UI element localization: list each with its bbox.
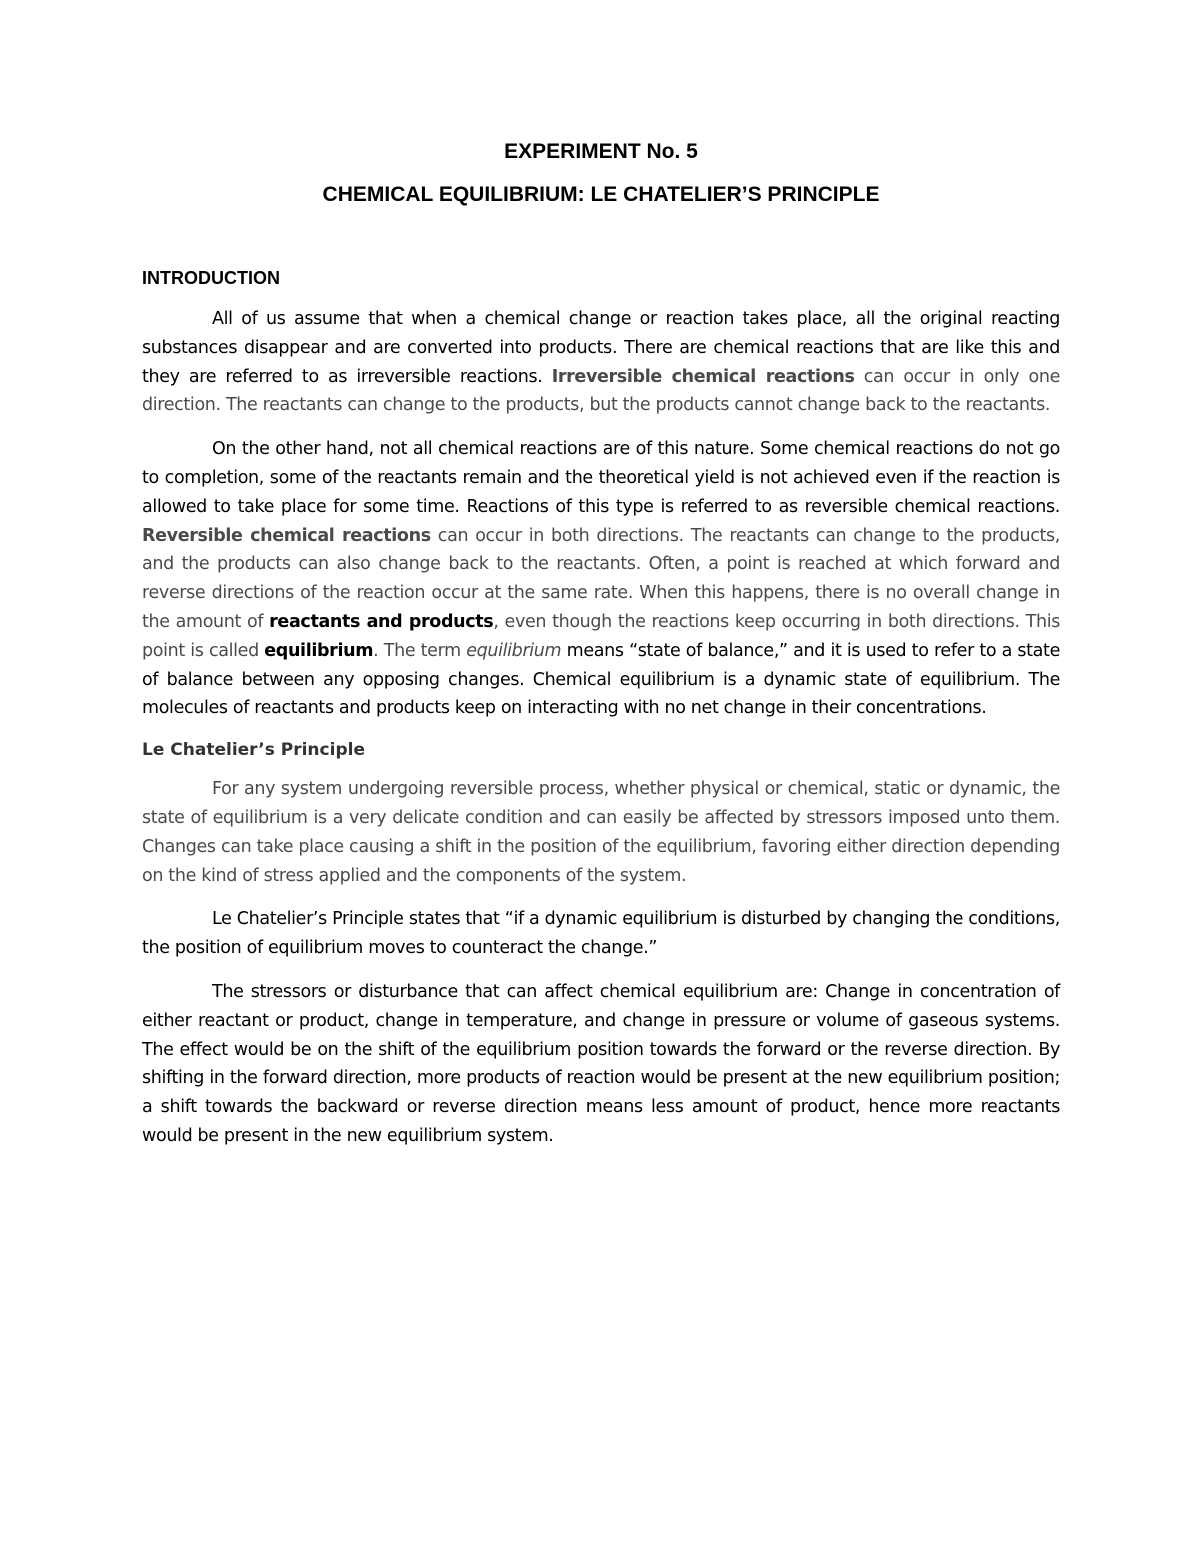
intro-p2-text-e: , even though the reactions keep occurring in both directions. This point is called — [142, 611, 1060, 661]
intro-p1-term-irreversible: Irreversible chemical reactions — [551, 366, 855, 387]
le-chatelier-paragraph-2: Le Chatelier’s Principle states that “if a dynamic equilibrium is disturbed by changing the conditions, the position of equilibrium moves to counteract the change.” — [142, 909, 1060, 959]
intro-p2-term-reactants-products: reactants and products — [269, 611, 494, 632]
le-chatelier-paragraph-3: The stressors or disturbance that can affect chemical equilibrium are: Change in concentration of either reactant or product, change in temperature, and change in pressure or volume of gaseous systems. The effect would be on the shift of the equilibrium position towards the forward or the reverse direction. By shifting in the forward direction, more products of reaction would be present at the new equilibrium position; a shift towards the backward or reverse direction means less amount of product, hence more reactants would be present in the new equilibrium system. — [142, 981, 1060, 1146]
le-chatelier-heading: Le Chatelier’s Principle — [142, 740, 365, 761]
document-content — [142, 140, 1060, 1151]
intro-p1-text-a: All of us assume that when a chemical change or reaction takes place, all the original reacting substances disappear and are converted into products. There are chemical reactions that are like this and they are referred to as irreversible reactions. — [142, 309, 1060, 387]
intro-paragraph-1 — [142, 305, 1060, 420]
introduction-heading: INTRODUCTION — [142, 268, 280, 288]
intro-p2-term-equilibrium-italic: equilibrium — [466, 640, 562, 661]
experiment-subtitle: CHEMICAL EQUILIBRIUM: LE CHATELIER’S PRINCIPLE — [322, 183, 880, 206]
experiment-title: EXPERIMENT No. 5 — [504, 140, 698, 163]
le-chatelier-paragraph-1: For any system undergoing reversible process, whether physical or chemical, static or dynamic, the state of equilibrium is a very delicate condition and can easily be affected by stressors imposed unto them. Changes can take place causing a shift in the position of the equilibrium, favoring either direction depending on the kind of stress applied and the components of the system. — [142, 779, 1060, 886]
intro-p2-term-equilibrium: equilibrium — [264, 640, 374, 661]
intro-p1-text-c: can occur in only one direction. The reactants can change to the products, but the products cannot change back to the reactants. — [142, 366, 1060, 416]
intro-p2-text-g: . The term — [373, 640, 467, 661]
intro-paragraph-2 — [142, 435, 1060, 723]
intro-p2-term-reversible: Reversible chemical reactions — [142, 525, 431, 546]
intro-p2-text-i: means “state of balance,” and it is used to refer to a state of balance between any opposing changes. Chemical equilibrium is a dynamic state of equilibrium. The molecules of reactants and products keep on interacting with no net change in their concentrations. — [142, 640, 1060, 719]
intro-p2-text-a: On the other hand, not all chemical reactions are of this nature. Some chemical reactions do not go to completion, some of the reactants remain and the theoretical yield is not achieved even if the reaction is allowed to take place for some time. Reactions of this type is referred to as reversible chemical reactions. — [142, 439, 1060, 517]
intro-p2-text-c: can occur in both directions. The reactants can change to the products, and the products can also change back to the reactants. Often, a point is reached at which forward and reverse directions of the reaction occur at the same rate. When this happens, there is no overall change in the amount of — [142, 525, 1061, 632]
